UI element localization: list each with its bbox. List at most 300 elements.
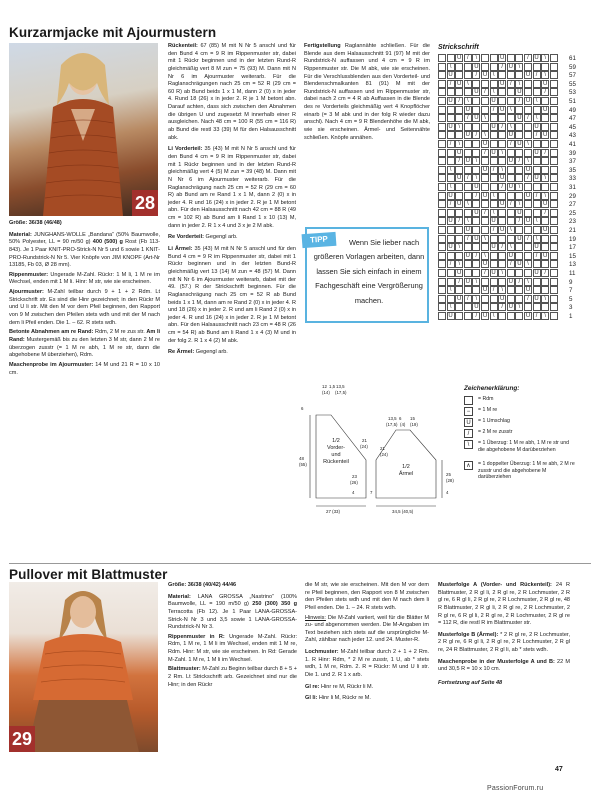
chart-cell <box>472 149 480 157</box>
pattern-number-badge: 28 <box>132 190 158 216</box>
chart-cell <box>472 106 480 114</box>
glli-label: Gl li: <box>305 695 318 702</box>
chart-cell: / <box>481 269 489 277</box>
chart-cell <box>515 174 523 182</box>
chart-row-number: 23 <box>569 218 576 226</box>
chart-cell <box>515 71 523 79</box>
chart-cell: / <box>481 209 489 217</box>
chart-cell <box>515 295 523 303</box>
chart-cell <box>550 106 558 114</box>
chart-cell: \ <box>472 295 480 303</box>
chart-cell <box>490 260 498 268</box>
legend-item <box>467 440 576 453</box>
hinweis-label: Hinweis: <box>305 614 326 621</box>
chart-cell: / <box>515 157 523 165</box>
material-rest-2: Terracotta (Fb 12). Je 1 Paar LANA-GROSSA-Strick-N Nr 3 und 3,5 sowie 1 LANA-GROSSA-Rundstrick-N Nr 3. <box>168 608 297 631</box>
li-aermel-text: 35 (43) M mit N Nr 5 anschl und für den Bund 4 cm = 9 R im Rippenmuster str, dabei mit 1 Rückr beginnen und in der letzten Bund-R gleichmäßig vert 13 (14) M zun = 48 (57) M. Dann mit N Nr 6 im Ajourmuster weiterarb, dabei mit der 49. (57.) R der Strickschrift beginnen. Für die Raglanschrägung nach 25 cm = 52 R ab Bund beids 1 x 1 M, dann am re Rand 2 (0) x in jeder 4. R und 18 (26) x in jeder 2. R und am li Rand 2 (0) x in jeder 4. R und 16 (24) x in jeder 2. R je 1 M betont abn. Für den Halsausschnitt nach 23 cm = 48 R (26 cm = 54 R) ab Bund am li Rand 1 x 4 (3) M und in der folg 2. R 1 x 4 (2) M abk. <box>168 246 297 344</box>
chart-cell <box>464 243 472 251</box>
chart-cell <box>438 243 446 251</box>
chart-cell: U <box>491 149 496 156</box>
legend-text: = 2 M re zusstr <box>478 429 513 435</box>
chart-cell: / <box>515 278 523 286</box>
chart-cell: \ <box>515 200 523 208</box>
chart-cell: \ <box>507 243 515 251</box>
chart-cell <box>541 243 549 251</box>
maschenprobe-label-2: Maschenprobe in der Musterfolge A und B: <box>438 658 555 665</box>
chart-cell <box>550 235 558 243</box>
chart-cell <box>550 131 558 139</box>
chart-cell: U <box>491 123 496 130</box>
chart-row-number: 57 <box>569 72 576 80</box>
chart-cell <box>438 217 446 225</box>
chart-cell <box>507 174 515 182</box>
chart-cell <box>464 183 472 191</box>
chart-cell <box>524 226 532 234</box>
rippen-label: Rippenmuster: <box>9 271 49 278</box>
chart-cell: / <box>541 269 549 277</box>
chart-cell <box>507 217 515 225</box>
chart-cell: U <box>448 244 453 251</box>
chart-cell <box>447 157 455 165</box>
chart-cell: \ <box>524 278 532 286</box>
chart-cell <box>481 278 489 286</box>
chart-cell <box>541 123 549 131</box>
chart-cell <box>507 166 515 174</box>
li-rand-text: Mustergemäß bis zu den letzten 3 M str, dann 2 M re überzogen zusstr (= 1 M re abh, 1 M re str, dann die abgehobene M überziehen), Rdm. <box>9 336 160 359</box>
chart-cell: / <box>481 149 489 157</box>
chart-cell: U <box>517 235 522 242</box>
front-back-outline <box>316 415 366 498</box>
chart-cell <box>490 63 498 71</box>
li-vorderteil-text: 35 (43) M mit N Nr 5 anschl und für den Bund 4 cm = 9 R im Rippenmuster str, dabei mit 1 Rückr beginnen und in der letzten Rund-R gleichmäßig vert 4 (5) M zun = 39 (48) M. Dann mit N Nr 6 im Ajourmuster weiterarb. Für die Raglanschrägung nach 25 cm = 52 R (29 cm = 60 R) ab Bund am re Rand 1 x 1 M, dann 2 (0) x in jeder 4. R und 16 (24) x in jeder 2. R je 1 M betont abn. Für den Halsausschnitt nach 42 cm = 88 R (49 cm = 102 R) ab Bund am li Rand 1 x 10 (13) M, dann in jeder 2. R 1 x 4 und 3 x je 2 M abk. <box>168 146 296 229</box>
chart-cell: / <box>498 123 506 131</box>
chart-cell <box>550 174 558 182</box>
chart-cell <box>455 226 463 234</box>
chart-cell: / <box>455 278 463 286</box>
chart-cell <box>481 243 489 251</box>
chart-cell: \ <box>533 235 541 243</box>
chart-cell <box>524 131 532 139</box>
dim-48: 48 <box>299 456 304 461</box>
chart-row-number: 25 <box>569 209 576 217</box>
ajour-label: Ajourmuster: <box>9 289 44 296</box>
chart-cell: \ <box>490 71 498 79</box>
dim-7: 7 <box>370 490 373 495</box>
chart-cell <box>550 149 558 157</box>
chart-cell <box>490 303 498 311</box>
chart-cell <box>438 209 446 217</box>
chart-cell <box>481 106 489 114</box>
chart-cell <box>515 149 523 157</box>
dim-21: 21 <box>362 438 367 443</box>
material-text-2: LANA GROSSA „Nastrino“ (100% Baumwolle, LL = 190 m/50 g) <box>168 593 297 608</box>
chart-cell <box>541 183 549 191</box>
chart-row-number: 21 <box>569 227 576 234</box>
chart-cell <box>447 106 455 114</box>
chart-cell <box>524 123 532 131</box>
chart-cell <box>498 260 506 268</box>
section2-title: Pullover mit Blattmuster <box>9 567 168 582</box>
chart-cell <box>464 71 472 79</box>
chart-cell <box>498 192 506 200</box>
chart-cell: / <box>524 295 532 303</box>
chart-cell: U <box>517 141 522 147</box>
chart-cell <box>438 183 446 191</box>
legend-item <box>466 407 576 415</box>
section2-col2 <box>305 582 429 705</box>
chart-cell <box>550 269 558 277</box>
chart-cell <box>464 260 472 268</box>
chart-cell <box>455 71 463 79</box>
chart-cell <box>455 183 463 191</box>
chart-cell <box>550 54 558 62</box>
chart-cell <box>438 278 446 286</box>
chart-cell: \ <box>455 260 463 268</box>
chart-cell <box>455 312 463 320</box>
chart-row-number: 7 <box>569 287 573 295</box>
legend-symbol: U <box>464 418 473 427</box>
chart-cell: / <box>533 71 541 79</box>
glli-text: Hinr li M, Rückr re M. <box>318 695 371 702</box>
chart-cell <box>464 303 472 311</box>
chart-cell <box>481 217 489 225</box>
chart-row-number: 9 <box>569 278 573 286</box>
chart-cell <box>507 149 515 157</box>
chart-cell: U <box>474 184 479 190</box>
loch-text: M-Zahl teilbar durch 2 + 1 + 2 Rm. 1. R Hinr: Rdm, * 2 M re zusstr, 1 U, ab * stets wdh, 1 M re, Rdm. 2. R = Rückr: M und U li str. Die 1. und 2. R 1 x arb. <box>305 649 429 679</box>
fertigstellung-text: Raglannähte schließen. Für die Blende aus dem Halsausschnitt 91 (97) M mit der Rundstrick-N auffassen und 4 cm = 9 R im Rippenmuster str. Die M abk, wie sie erscheinen. Für die Verschlussblenden aus den Vorderteil- und Blendenschmalkanten 81 (91) M mit der Rundstrick-N auffassen und im Rippenmuster str, dabei nach 2 cm = 4 R ab Auffassen in die Blende des re Vorderteils gleichmäßig vert 4 Knopflöcher einarb (= 3 M abk und in der folg R wieder dazu anschl). Nach 4 cm = 9 R Blendenhöhe die M abk, wie sie erscheinen. Ärmel- und Seitennähte schließen. Knöpfe annähen. <box>304 43 430 141</box>
chart-cell <box>472 80 480 88</box>
chart-cell: U <box>525 72 531 79</box>
chart-cell <box>438 106 446 114</box>
chart-cell: \ <box>533 97 541 105</box>
chart-cell: \ <box>447 303 455 311</box>
chart-cell: / <box>541 88 549 96</box>
chart-cell: U <box>534 244 539 251</box>
ajour-text: M-Zahl teilbar durch 9 + 1 + 2 Rdm. Lt Strickschrift str. Es sind die Hinr gezeichnet; in den Rückr M und U li str. Mit den M vor dem Pfeil beginnen, den Rapport von 9 M zwischen den Pfeilen stets wdh und mit der M nach dem li Pfeil enden. Die 1. – 62. R stets wdh. <box>9 289 160 326</box>
chart-cell: \ <box>490 88 498 96</box>
chart-cell: \ <box>533 114 541 122</box>
legend-text: = 1 Umschlag <box>478 418 510 424</box>
chart-cell: U <box>543 201 548 208</box>
chart-cell: U <box>534 175 539 182</box>
chart-cell <box>464 149 472 157</box>
chart-cell <box>550 303 558 311</box>
chart-cell: \ <box>472 278 480 286</box>
chart-cell <box>455 131 463 139</box>
chart-cell: U <box>525 98 531 104</box>
rippen-text: Ungerade M-Zahl. Rückr: 1 M li, 1 M re im Wechsel, enden mit 1 M li. Hinr: M str, wie sie erscheinen. <box>9 271 160 286</box>
dim-21-sleeve: 21 <box>380 446 385 451</box>
chart-cell <box>438 260 446 268</box>
chart-cell: / <box>464 235 472 243</box>
chart-cell: U <box>457 270 462 276</box>
chart-cell: U <box>457 80 462 87</box>
chart-cell: U <box>517 261 522 268</box>
chart-cell <box>498 71 506 79</box>
chart-cell <box>464 140 472 148</box>
li-rand-label: Am li Rand: <box>9 329 161 343</box>
dim-4: 4 <box>352 490 355 495</box>
chart-cell: \ <box>455 140 463 148</box>
chart-cell <box>464 312 472 320</box>
chart-cell: U <box>534 149 539 156</box>
chart-cell <box>447 269 455 277</box>
chart-cell <box>472 269 480 277</box>
watermark: PassionForum.ru <box>487 785 544 792</box>
chart-cell: \ <box>515 80 523 88</box>
chart-cell: U <box>465 252 470 259</box>
chart-cell: / <box>524 114 532 122</box>
chart-row-number: 15 <box>569 252 576 260</box>
chart-cell <box>438 88 446 96</box>
chart-row-number: 27 <box>569 201 576 209</box>
chart-cell: U <box>525 218 531 225</box>
chart-cell: U <box>525 192 531 199</box>
chart-cell: / <box>524 54 532 62</box>
chart-cell <box>438 149 446 157</box>
chart-cell <box>438 140 446 148</box>
fertigstellung-label: Fertigstellung <box>304 43 341 49</box>
chart-cell <box>490 252 498 260</box>
dim-6: 6 <box>301 406 304 411</box>
chart-cell <box>464 63 472 71</box>
chart-cell: U <box>457 201 462 208</box>
chart-cell: / <box>533 312 541 320</box>
chart-cell <box>524 80 532 88</box>
chart-cell: U <box>534 270 539 276</box>
chart-cell <box>464 88 472 96</box>
chart-cell <box>541 140 549 148</box>
chart-cell: U <box>500 106 505 113</box>
chart-cell <box>515 226 523 234</box>
chart-cell: \ <box>447 166 455 174</box>
chart-cell: U <box>500 80 505 87</box>
chart-cell <box>524 106 532 114</box>
blatt-label: Blattmuster: <box>168 666 201 673</box>
chart-cell: / <box>447 260 455 268</box>
chart-cell: U <box>525 287 531 294</box>
rueckenteil-label: Rückenteil: <box>168 43 198 49</box>
chart-cell: / <box>455 217 463 225</box>
chart-cell: / <box>533 131 541 139</box>
chart-cell <box>524 252 532 260</box>
chart-cell: \ <box>455 243 463 251</box>
tip-label: TIPP <box>302 232 337 248</box>
dim-55: (55) <box>299 462 307 467</box>
chart-cell <box>550 217 558 225</box>
chart-row-number: 13 <box>569 261 576 269</box>
chart-cell: U <box>448 313 453 319</box>
chart-cell <box>524 243 532 251</box>
chart-cell <box>533 200 541 208</box>
chart-cell <box>438 200 446 208</box>
chart-cell <box>507 54 515 62</box>
chart-row-number: 41 <box>569 141 576 148</box>
chart-cell <box>438 54 446 62</box>
chart-cell: U <box>448 98 453 104</box>
chart-cell <box>515 123 523 131</box>
chart-cell <box>550 97 558 105</box>
chart-cell <box>524 88 532 96</box>
chart-cell: \ <box>533 217 541 225</box>
tip-text: Wenn Sie lieber nach größeren Vorlagen arbeiten, dann lassen Sie sich einfach in einem Fachgeschäft eine Vergrößerung machen. <box>313 238 425 305</box>
chart-cell: / <box>472 312 480 320</box>
chart-cell: / <box>455 97 463 105</box>
chart-cell: / <box>507 80 515 88</box>
chart-cell <box>438 192 446 200</box>
chart-cell <box>472 200 480 208</box>
chart-cell: \ <box>524 140 532 148</box>
material-text: JUNGHANS-WOLLE „Bandana“ (50% Baumwolle, 50% Polyester, LL = 90 m/50 g) <box>9 231 160 246</box>
chart-cell: U <box>517 209 522 216</box>
chart-row-number: 53 <box>569 89 576 97</box>
chart-cell <box>507 286 515 294</box>
dim-4-paren: (4) <box>400 422 406 427</box>
re-vorderteil-paragraph <box>168 234 296 242</box>
chart-cell: U <box>508 158 513 165</box>
chart-cell: \ <box>524 157 532 165</box>
chart-row-number: 33 <box>569 175 576 183</box>
chart-cell: \ <box>464 217 472 225</box>
dim-24-sleeve: (24) <box>380 452 388 457</box>
chart-cell <box>524 209 532 217</box>
chart-cell <box>498 278 506 286</box>
chart-cell <box>490 131 498 139</box>
chart-cell <box>550 157 558 165</box>
chart-cell <box>515 131 523 139</box>
rippen-paragraph <box>9 272 160 287</box>
legend-item <box>478 396 576 403</box>
re-vorderteil-label: Re Vorderteil: <box>168 234 204 241</box>
chart-cell: U <box>482 287 488 294</box>
chart-cell <box>438 157 446 165</box>
chart-cell <box>438 80 446 88</box>
chart-cell: U <box>534 295 539 302</box>
glre-label: Gl re: <box>305 683 320 690</box>
chart-cell: / <box>541 149 549 157</box>
glli-paragraph <box>305 695 429 703</box>
legend-text: = Rdm <box>478 396 494 402</box>
chart-cell <box>524 63 532 71</box>
chart-cell <box>507 97 515 105</box>
schematic-back-label: 1/2 Vorder-und Rückenteil <box>323 438 349 465</box>
material-paragraph <box>9 232 160 270</box>
chart-cell <box>550 286 558 294</box>
chart-cell: U <box>474 115 479 122</box>
chart-cell: U <box>482 313 488 319</box>
chart-cell <box>438 295 446 303</box>
chart-cell <box>507 209 515 217</box>
chart-cell <box>533 88 541 96</box>
chart-cell: U <box>465 158 470 165</box>
chart-row-number: 37 <box>569 158 576 166</box>
chart-cell: / <box>515 217 523 225</box>
chart-cell <box>447 114 455 122</box>
chart-cell: \ <box>472 157 480 165</box>
chart-cell: U <box>508 278 513 285</box>
chart-row-number: 5 <box>569 295 573 303</box>
chart-cell <box>541 157 549 165</box>
chart-cell: U <box>482 141 488 147</box>
chart-row-number: 29 <box>569 192 576 200</box>
rippen-paragraph-2 <box>168 634 297 665</box>
dim-27-33: 27 (33) <box>326 509 340 514</box>
legend-symbol: \ <box>464 440 473 449</box>
chart-cell <box>438 123 446 131</box>
chart-cell <box>498 114 506 122</box>
material-rest: Rost (Fb 113-843). Je 1 Paar KNIT-PRO-Strick-N Nr 5 und 6 sowie 1 KNIT-PRO-Rundstrick-N Nr 5. Vier Knöpfe von JIM KNOPF (Art-Nr 13185, Fb 03, Ø 28 mm). <box>9 239 161 269</box>
size-info: Größe: 36/38 (46/48) <box>9 220 62 226</box>
chart-cell <box>438 303 446 311</box>
schematic-drawing <box>296 380 466 520</box>
chart-cell <box>515 192 523 200</box>
chart-cell <box>447 252 455 260</box>
chart-cell <box>490 295 498 303</box>
chart-cell: / <box>533 252 541 260</box>
musterfolge-a-label: Musterfolge A (Vorder- und Rückenteil): <box>438 582 552 588</box>
chart-cell: / <box>524 235 532 243</box>
chart-cell <box>541 97 549 105</box>
chart-cell <box>464 286 472 294</box>
chart-cell <box>438 269 446 277</box>
chart-cell <box>524 269 532 277</box>
chart-cell <box>533 80 541 88</box>
chart-cell <box>455 303 463 311</box>
chart-cell: U <box>508 184 513 190</box>
maschenprobe-paragraph-2 <box>438 659 570 674</box>
chart-cell <box>490 278 498 286</box>
chart-cell: \ <box>447 63 455 71</box>
chart-cell <box>507 312 515 320</box>
dim-6-sleeve: 6 <box>399 416 402 421</box>
musterfolge-b-text: * 2 R gl re, 2 R Lochmuster, 2 R gl re, 6 R gl li, 2 R gl re, 2 R Lochmuster, 2 R gl re, 24 R Blattmuster, 2 R gl li, ab * stets wdh. <box>438 631 570 654</box>
chart-row-number: 39 <box>569 149 576 157</box>
chart-cell <box>550 123 558 131</box>
chart-cell: U <box>457 175 462 182</box>
dim-12: 12 <box>322 384 327 389</box>
chart-cell: / <box>472 71 480 79</box>
dim-13-5: 13,5 <box>336 384 345 389</box>
legend-symbol: ∧ <box>464 461 473 470</box>
chart-cell <box>447 209 455 217</box>
chart-cell: U <box>500 175 505 182</box>
maschenprobe-text: 14 M und 21 R = 10 x 10 cm. <box>9 361 160 376</box>
chart-cell: U <box>474 209 479 216</box>
chart-cell <box>464 209 472 217</box>
chart-row-number: 19 <box>569 235 576 243</box>
chart-cell <box>515 106 523 114</box>
chart-cell: U <box>448 72 453 79</box>
section1-col3 <box>304 43 430 144</box>
chart-cell <box>490 183 498 191</box>
chart-cell <box>541 260 549 268</box>
fertigstellung-paragraph <box>304 43 430 142</box>
chart-cell <box>438 286 446 294</box>
chart-cell: / <box>472 252 480 260</box>
chart-row-number: 17 <box>569 244 576 252</box>
chart-cell <box>438 235 446 243</box>
chart-cell: / <box>464 295 472 303</box>
material-label-2: Material: <box>168 593 191 600</box>
chart-cell <box>481 157 489 165</box>
rueckenteil-paragraph <box>168 43 296 142</box>
li-aermel-label: Li Ärmel: <box>168 246 193 253</box>
chart-cell <box>464 269 472 277</box>
dim-34-5: 34,5 (40,5) <box>392 509 414 514</box>
ajour-paragraph <box>9 289 160 327</box>
chart-cell <box>515 166 523 174</box>
